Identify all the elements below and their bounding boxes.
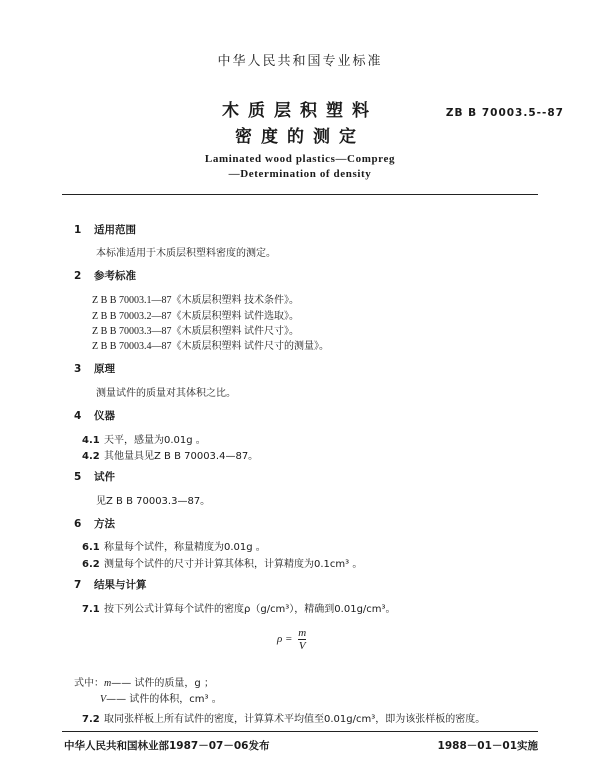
clause-7-1: 7.1 按下列公式计算每个试件的密度ρ（g/cm³），精确到0.01g/cm³。	[82, 604, 396, 615]
reference-1: Z B B 70003.1—87《木质层积塑料 技术条件》。	[92, 295, 299, 306]
standard-category: 中华人民共和国专业标准	[217, 54, 383, 69]
reference-2: Z B B 70003.2—87《木质层积塑料 试件选取》。	[92, 311, 299, 322]
section-1-heading: 1 适用范围	[74, 224, 136, 236]
clause-6-2: 6.2 测量每个试件的尺寸并计算其体积，计算精度为0.1cm³ 。	[82, 559, 363, 570]
bottom-divider	[62, 731, 538, 732]
section-3-body: 测量试件的质量对其体积之比。	[96, 388, 236, 399]
english-title-line-1: Laminated wood plastics—Compreg	[204, 153, 396, 165]
section-2-heading: 2 参考标准	[74, 270, 136, 282]
symbol-m: m	[104, 678, 112, 689]
m-description: —— 试件的质量，g ；	[111, 678, 214, 689]
clause-6-1: 6.1 称量每个试件，称量精度为0.01g 。	[82, 542, 266, 553]
english-title-line-2: —Determination of density	[228, 168, 372, 180]
section-1-body: 本标准适用于木质层积塑料密度的测定。	[96, 248, 276, 259]
effective-date: 1988－01－01实施	[437, 740, 538, 752]
section-7-heading: 7 结果与计算	[74, 579, 147, 591]
density-formula	[277, 627, 306, 652]
symbol-v: V	[100, 694, 107, 705]
formula-numerator: m	[298, 627, 307, 639]
section-3-heading: 3 原理	[74, 363, 115, 375]
where-label: 式中：	[74, 678, 104, 689]
title-line-1: 木质层积塑料	[222, 101, 378, 121]
v-description: —— 试件的体积，cm³ 。	[106, 694, 222, 705]
section-6-heading: 6 方法	[74, 518, 115, 530]
issued-statement: 中华人民共和国林业部1987－07－06发布	[64, 740, 270, 752]
reference-4: Z B B 70003.4—87《木质层积塑料 试件尺寸的测量》。	[92, 341, 329, 352]
standard-number: ZB B 70003.5--87	[445, 107, 564, 119]
formula-denominator: V	[298, 640, 306, 652]
where-v-line	[100, 690, 222, 705]
section-5-heading: 5 试件	[74, 471, 115, 483]
clause-4-1: 4.1 天平，感量为0.01g 。	[82, 435, 206, 446]
top-divider	[62, 194, 538, 195]
clause-4-2: 4.2 其他量具见Z B B 70003.4—87。	[82, 451, 259, 462]
formula-lhs: ρ =	[277, 633, 293, 646]
clause-7-2: 7.2 取同张样板上所有试件的密度，计算算术平均值至0.01g/cm³，即为该张样板的密度。	[82, 714, 486, 725]
reference-3: Z B B 70003.3—87《木质层积塑料 试件尺寸》。	[92, 326, 299, 337]
formula-fraction	[298, 627, 306, 652]
where-m-line	[74, 674, 214, 689]
section-5-body: 见Z B B 70003.3—87。	[96, 496, 211, 507]
section-4-heading: 4 仪器	[74, 410, 115, 422]
title-line-2: 密度的测定	[235, 127, 365, 147]
